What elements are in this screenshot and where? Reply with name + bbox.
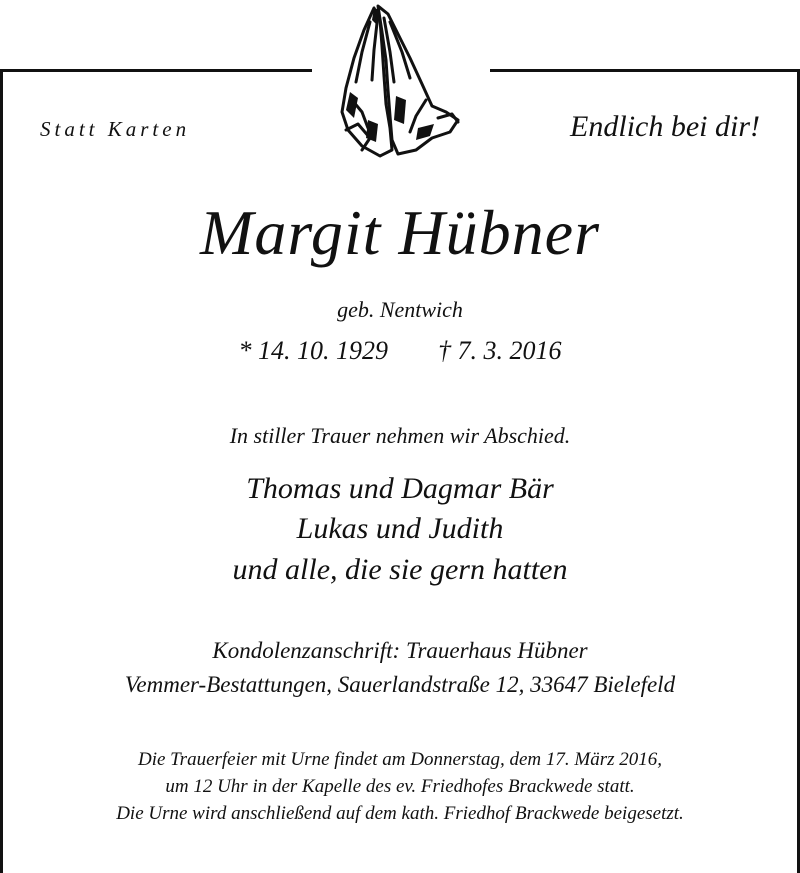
death-date: † 7. 3. 2016 [438,336,562,365]
header-right-text: Endlich bei dir! [570,110,760,143]
family-line: Lukas und Judith [296,512,504,545]
life-dates [0,336,800,366]
family-line: Thomas und Dagmar Bär [246,472,554,505]
ceremony-info-line: Die Urne wird anschließend auf dem kath. Friedhof Brackwede beigesetzt. [116,803,684,824]
praying-hands-icon [328,0,468,160]
mourning-intro: In stiller Trauer nehmen wir Abschied. [229,423,571,448]
frame-border-top-left [0,69,312,72]
frame-border-top-right [490,69,800,72]
header-left-text: Statt Karten [40,117,191,141]
ceremony-info-line: um 12 Uhr in der Kapelle des ev. Friedhofes Brackwede statt. [165,776,635,797]
condolence-address-line: Kondolenzanschrift: Trauerhaus Hübner [212,638,588,663]
condolence-address-line: Vemmer-Bestattungen, Sauerlandstraße 12, 33647 Bielefeld [124,672,676,697]
birth-date: * 14. 10. 1929 [238,336,388,365]
ceremony-info-line: Die Trauerfeier mit Urne findet am Donnerstag, dem 17. März 2016, [137,749,663,770]
family-line: und alle, die sie gern hatten [232,553,568,586]
birth-name: geb. Nentwich [337,297,463,322]
deceased-name: Margit Hübner [200,197,600,268]
